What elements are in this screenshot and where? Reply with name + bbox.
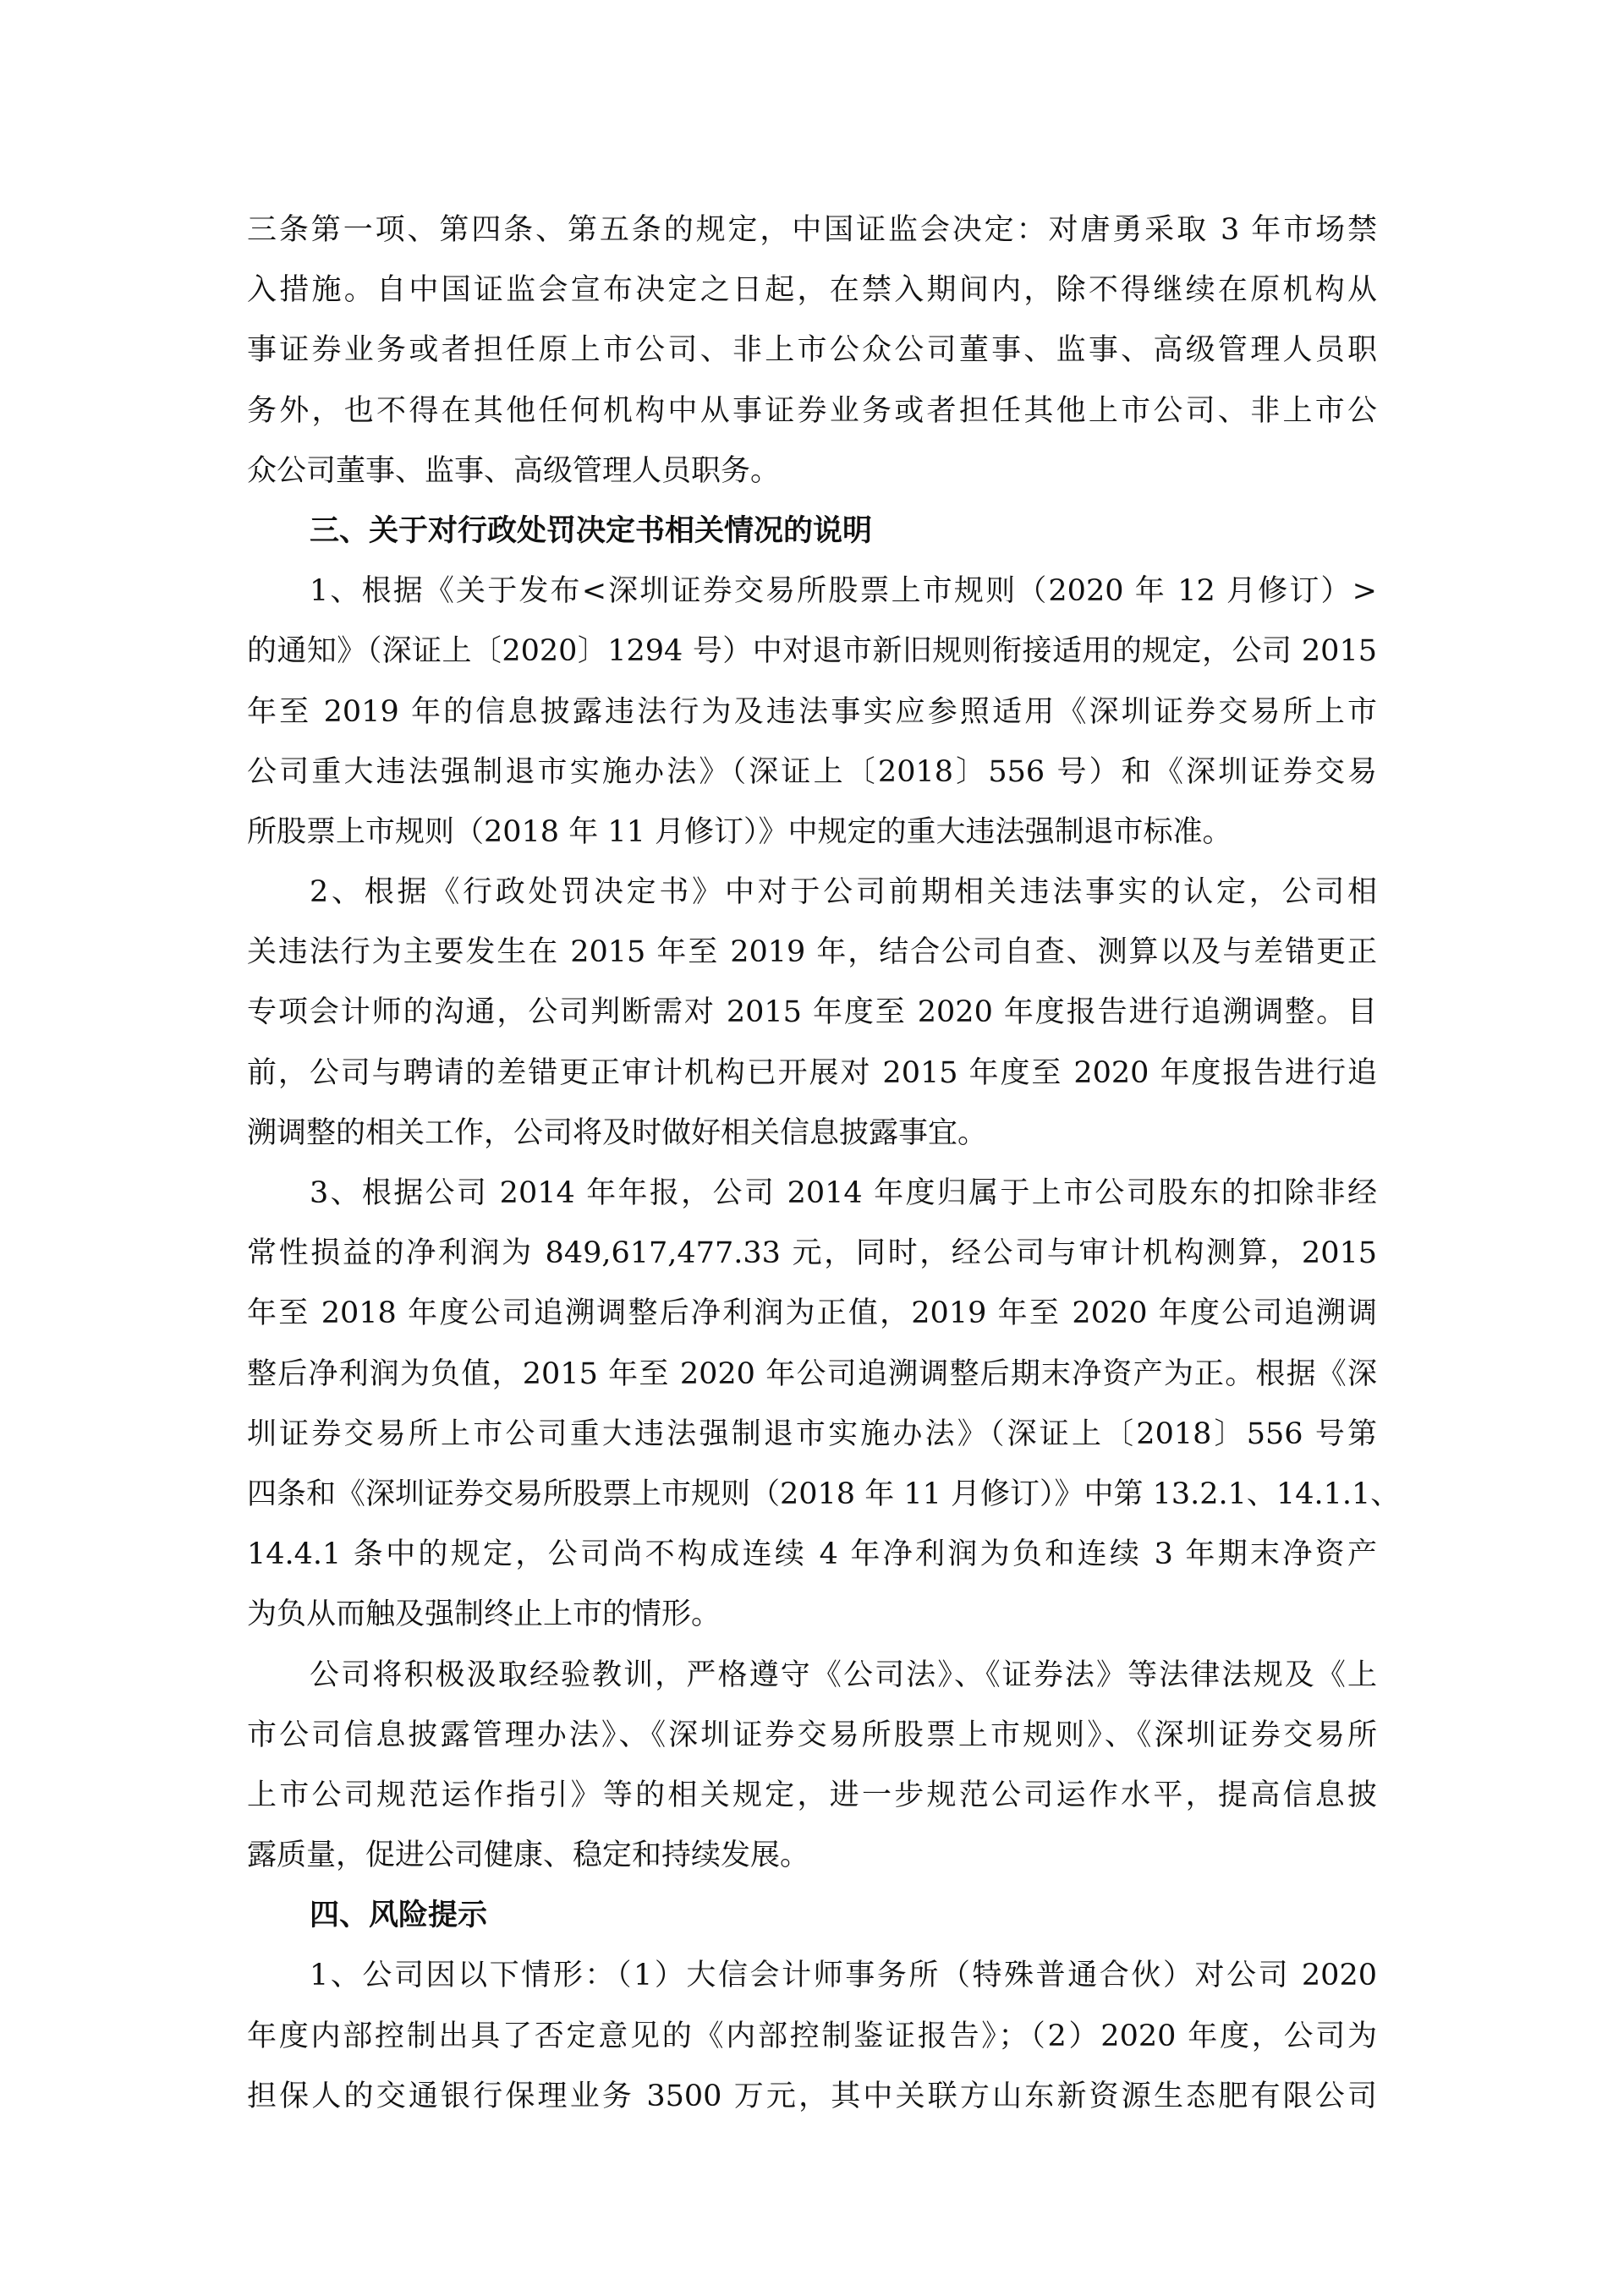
paragraph-continued [247, 200, 1377, 501]
text-line: 专项会计师的沟通，公司判断需对 2015 年度至 2020 年度报告进行追溯调整。目 [247, 995, 1377, 1030]
text-line: 溯调整的相关工作，公司将及时做好相关信息披露事宜。 [247, 1115, 988, 1150]
text-line: 整后净利润为负值，2015 年至 2020 年公司追溯调整后期末净资产为正。根据《深 [247, 1356, 1377, 1391]
text-line: 公司重大违法强制退市实施办法》（深证上〔2018〕556 号）和《深圳证券交易 [247, 754, 1377, 789]
text-line: 四条和《深圳证券交易所股票上市规则（2018 年 11 月修订）》中第 13.2.1、14.1.1、 [247, 1477, 1401, 1511]
text-line: 担保人的交通银行保理业务 3500 万元，其中关联方山东新资源生态肥有限公司 [247, 2079, 1377, 2113]
text-line: 圳证券交易所上市公司重大违法强制退市实施办法》（深证上〔2018〕556 号第 [247, 1417, 1377, 1451]
text-line: 上市公司规范运作指引》等的相关规定，进一步规范公司运作水平，提高信息披 [247, 1778, 1377, 1812]
text-line: 露质量，促进公司健康、稳定和持续发展。 [247, 1838, 810, 1873]
paragraph-risk-1 [247, 1946, 1377, 2127]
text-line: 的通知》（深证上〔2020〕1294 号）中对退市新旧规则衔接适用的规定，公司 2015 [247, 634, 1377, 669]
text-line: 1、根据《关于发布<深圳证券交易所股票上市规则（2020 年 12 月修订）> [310, 574, 1377, 609]
text-line: 务外，也不得在其他任何机构中从事证券业务或者担任其他上市公司、非上市公 [247, 393, 1377, 428]
section-heading-4: 四、风险提示 [310, 1899, 488, 1933]
text-line: 入措施。自中国证监会宣布决定之日起，在禁入期间内，除不得继续在原机构从 [247, 273, 1377, 308]
section-heading-3: 三、关于对行政处罚决定书相关情况的说明 [310, 513, 873, 548]
paragraph-item-2 [247, 863, 1377, 1164]
paragraph-commitment [247, 1646, 1377, 1887]
text-line: 1、公司因以下情形：（1）大信会计师事务所（特殊普通合伙）对公司 2020 [310, 1959, 1377, 1993]
text-line: 公司将积极汲取经验教训，严格遵守《公司法》、《证券法》等法律法规及《上 [310, 1658, 1377, 1692]
text-line: 众公司董事、监事、高级管理人员职务。 [247, 453, 781, 488]
text-line: 常性损益的净利润为 849,617,477.33 元，同时，经公司与审计机构测算，2015 [247, 1236, 1377, 1271]
text-line: 事证券业务或者担任原上市公司、非上市公众公司董事、监事、高级管理人员职 [247, 333, 1377, 368]
text-line: 14.4.1 条中的规定，公司尚不构成连续 4 年净利润为负和连续 3 年期末净资产 [247, 1537, 1377, 1572]
text-line: 所股票上市规则（2018 年 11 月修订）》中规定的重大违法强制退市标准。 [247, 814, 1232, 849]
text-line: 市公司信息披露管理办法》、《深圳证券交易所股票上市规则》、《深圳证券交易所 [247, 1718, 1377, 1752]
text-line: 关违法行为主要发生在 2015 年至 2019 年，结合公司自查、测算以及与差错更正 [247, 935, 1377, 970]
text-line: 年至 2018 年度公司追溯调整后净利润为正值，2019 年至 2020 年度公司追溯调 [247, 1296, 1377, 1331]
text-line: 前，公司与聘请的差错更正审计机构已开展对 2015 年度至 2020 年度报告进行追 [247, 1055, 1377, 1090]
text-line: 年至 2019 年的信息披露违法行为及违法事实应参照适用《深圳证券交易所上市 [247, 694, 1377, 729]
text-line: 为负从而触及强制终止上市的情形。 [247, 1597, 721, 1632]
text-line: 3、根据公司 2014 年年报，公司 2014 年度归属于上市公司股东的扣除非经 [310, 1176, 1377, 1210]
paragraph-item-3 [247, 1164, 1401, 1646]
paragraph-item-1 [247, 562, 1377, 863]
text-line: 三条第一项、第四条、第五条的规定，中国证监会决定：对唐勇采取 3 年市场禁 [247, 213, 1377, 247]
text-line: 年度内部控制出具了否定意见的《内部控制鉴证报告》；（2）2020 年度，公司为 [247, 2019, 1378, 2053]
text-line: 2、根据《行政处罚决定书》中对于公司前期相关违法事实的认定，公司相 [310, 875, 1377, 910]
document-page [247, 200, 1401, 2127]
